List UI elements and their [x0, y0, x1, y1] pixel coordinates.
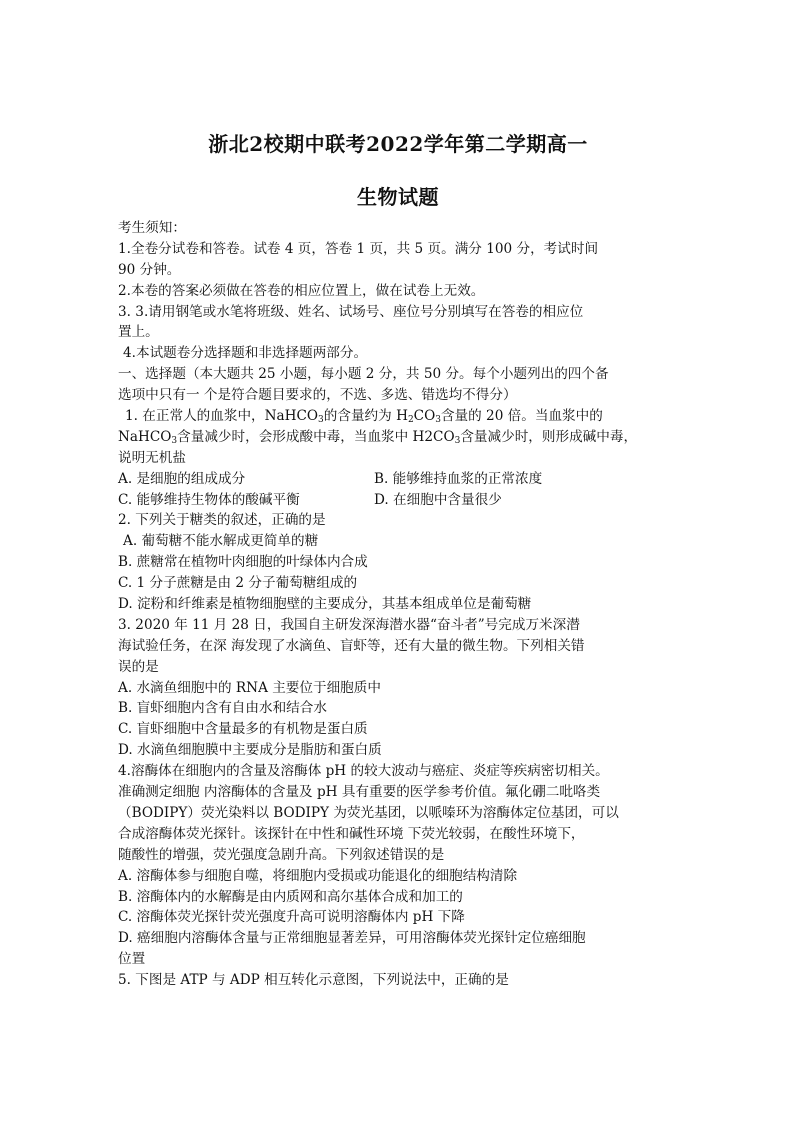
- section-line: 选项中只有一 个是符合题目要求的，不选、多选、错选均不得分）: [118, 387, 517, 404]
- section-heading: [118, 364, 678, 406]
- question-stem: 1. 在正常人的血浆中，NaHCO$_3$的含量约为 $H_2CO_3$含量的 20 倍。当血浆中的: [125, 408, 603, 426]
- question-stem: 准确测定细胞 内溶酶体的含量及 pH 具有重要的医学参考价值。氟化硼二吡咯类: [118, 784, 601, 801]
- question-stem: 5. 下图是 ATP 与 ADP 相互转化示意图，下列说法中，正确的是: [118, 972, 509, 989]
- question-1: [118, 406, 678, 510]
- option-c: C. 盲虾细胞中含量最多的有机物是蛋白质: [118, 721, 368, 738]
- exam-title: 浙北2校期中联考2022学年第二学期高一: [208, 132, 588, 156]
- exam-body: [118, 218, 678, 991]
- question-stem: 4.溶酶体在细胞内的含量及溶酶体 pH 的较大波动与癌症、炎症等疾病密切相关。: [118, 763, 609, 780]
- question-3: [118, 615, 678, 761]
- option-c: C. 溶酶体荧光探针荧光强度升高可说明溶酶体内 pH 下降: [118, 909, 465, 926]
- question-stem: 随酸性的增强，荧光强度急剧升高。下列叙述错误的是: [118, 846, 445, 863]
- question-stem: 海试验任务，在深 海发现了水滴鱼、盲虾等，还有大量的微生物。下列相关错: [118, 637, 585, 654]
- option-row: [118, 469, 678, 490]
- section-line: 一、选择题（本大题共 25 小题，每小题 2 分，共 50 分。每个小题列出的四个备: [118, 366, 609, 383]
- notice-line: 3. 3.请用钢笔或水笔将班级、姓名、试场号、座位号分别填写在答卷的相应位: [118, 303, 584, 320]
- notice-line: 90 分钟。: [118, 261, 181, 278]
- option-c: C. 1 分子蔗糖是由 2 分子葡萄糖组成的: [118, 575, 358, 592]
- question-2: [118, 510, 678, 614]
- option-a: A. 溶酶体参与细胞自噬，将细胞内受损或功能退化的细胞结构清除: [118, 867, 518, 884]
- option-b: B. 蔗糖常在植物叶肉细胞的叶绿体内合成: [118, 554, 368, 571]
- option-d: D. 癌细胞内溶酶体含量与正常细胞显著差异，可用溶酶体荧光探针定位癌细胞: [118, 930, 586, 947]
- notice-line: 1.全卷分试卷和答卷。试卷 4 页，答卷 1 页，共 5 页。满分 100 分，考试时间: [118, 240, 599, 257]
- notice-line: 置上。: [118, 324, 159, 341]
- question-stem: 误的是: [118, 658, 159, 675]
- question-stem: NaHCO$_3$含量减少时，会形成酸中毒，当血浆中 $H2CO_3$含量减少时，则形成碱中毒，: [118, 428, 638, 446]
- option-d: D. 淀粉和纤维素是植物细胞壁的主要成分，其基本组成单位是葡萄糖: [118, 596, 532, 613]
- option-a: A. 水滴鱼细胞中的 RNA 主要位于细胞质中: [118, 679, 381, 696]
- option-b: B. 能够维持血浆的正常浓度: [374, 470, 543, 487]
- option-a: A. 葡萄糖不能水解成更简单的糖: [123, 533, 319, 550]
- notice-heading: 考生须知：: [118, 220, 186, 236]
- question-stem: 3. 2020 年 11 月 28 日，我国自主研发深海潜水器“奋斗者”号完成万米深潜: [118, 616, 580, 633]
- option-d: D. 在细胞中含量很少: [374, 491, 502, 508]
- question-stem: 2. 下列关于糖类的叙述，正确的是: [118, 512, 326, 529]
- option-b: B. 盲虾细胞内含有自由水和结合水: [118, 700, 327, 717]
- question-4: [118, 761, 678, 970]
- notice-line: 2.本卷的答案必须做在答卷的相应位置上，做在试卷上无效。: [118, 282, 485, 299]
- exam-subtitle: 生物试题: [357, 185, 439, 209]
- option-d-continued: 位置: [118, 951, 146, 968]
- question-stem: （BODIPY）荧光染料以 BODIPY 为荧光基团，以哌嗪环为溶酶体定位基团，可以: [118, 804, 619, 821]
- option-row: [118, 490, 678, 511]
- notice-line: 4.本试题卷分选择题和非选择题两部分。: [123, 345, 368, 362]
- question-stem: 合成溶酶体荧光探针。该探针在中性和碱性环境 下荧光较弱，在酸性环境下，: [118, 825, 585, 842]
- question-stem: 说明无机盐: [118, 449, 186, 466]
- option-d: D. 水滴鱼细胞膜中主要成分是脂肪和蛋白质: [118, 742, 382, 759]
- option-b: B. 溶酶体内的水解酶是由内质网和高尔基体合成和加工的: [118, 888, 463, 905]
- option-a: A. 是细胞的组成成分: [118, 470, 246, 487]
- option-c: C. 能够维持生物体的酸碱平衡: [118, 491, 300, 508]
- candidate-notice: [118, 218, 678, 364]
- question-5: [118, 970, 678, 991]
